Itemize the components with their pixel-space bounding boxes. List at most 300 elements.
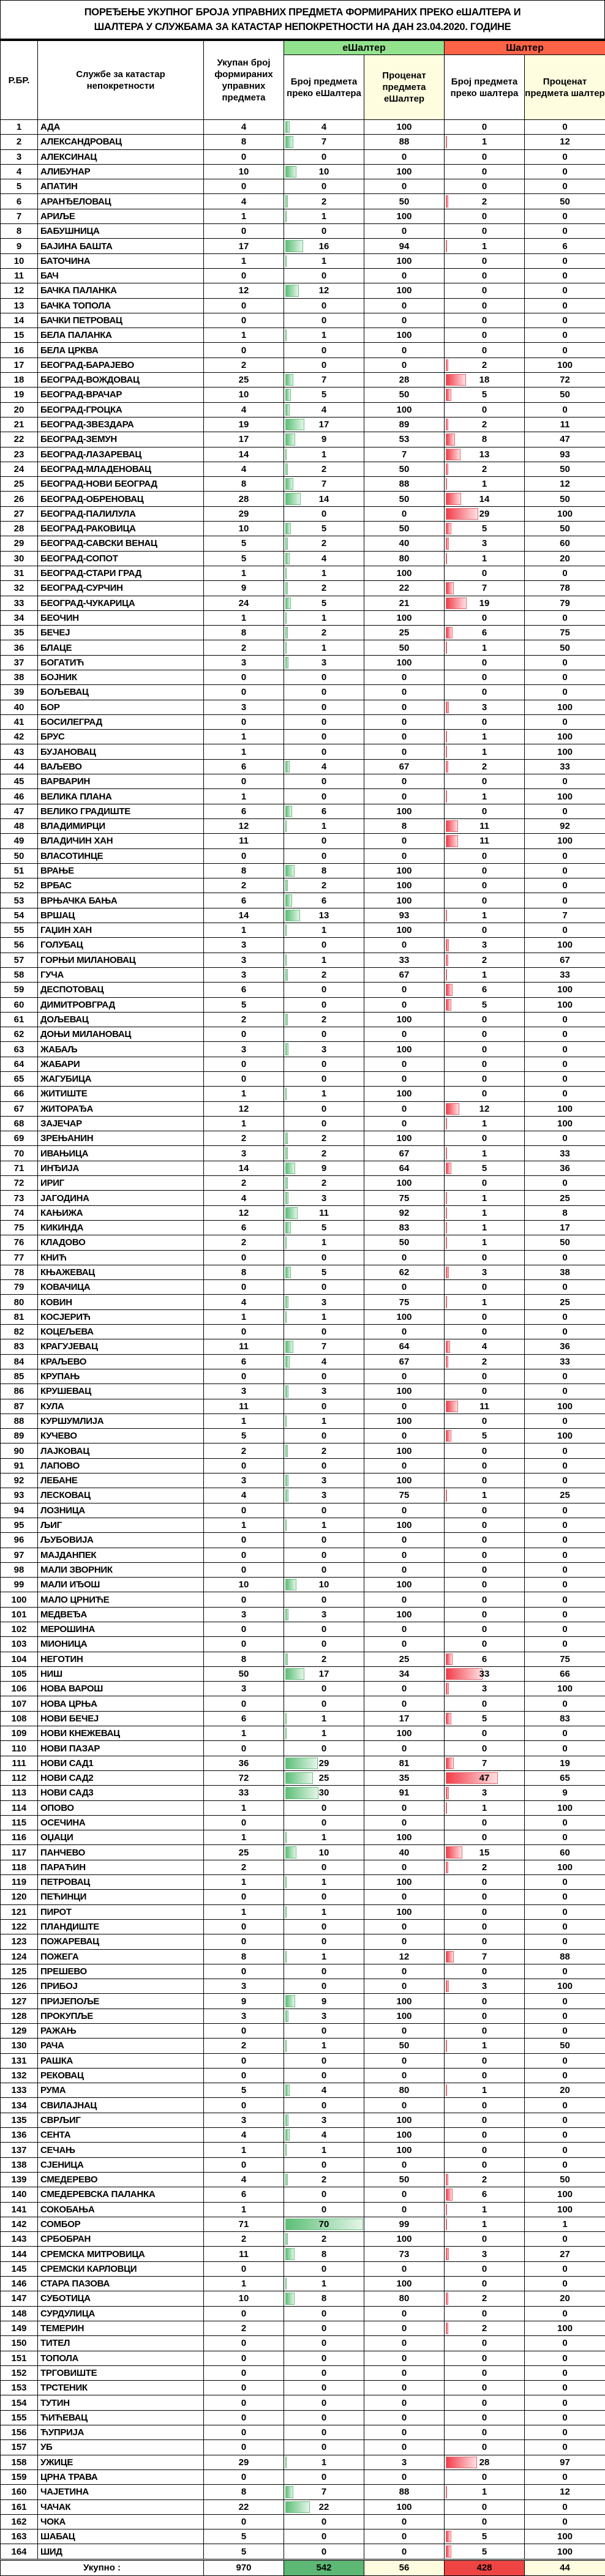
table-row xyxy=(1,1458,605,1473)
total-count: 0 xyxy=(204,774,284,789)
e-pct: 0 xyxy=(364,343,445,358)
e-count xyxy=(284,343,364,358)
row-number: 148 xyxy=(1,2306,38,2321)
e-pct: 100 xyxy=(364,1518,445,1532)
e-pct: 100 xyxy=(364,1309,445,1324)
e-count xyxy=(284,1309,364,1324)
row-number: 59 xyxy=(1,983,38,997)
e-pct: 0 xyxy=(364,2410,445,2425)
e-count-value: 0 xyxy=(321,2517,326,2527)
s-count xyxy=(445,2410,525,2425)
s-pct: 0 xyxy=(525,1012,605,1027)
s-pct: 0 xyxy=(525,2157,605,2172)
s-pct: 0 xyxy=(525,1592,605,1607)
e-count xyxy=(284,1533,364,1548)
e-pct: 0 xyxy=(364,2157,445,2172)
s-count-value: 2 xyxy=(482,2174,487,2185)
e-count-value: 1 xyxy=(321,211,326,222)
s-count xyxy=(445,373,525,388)
total-count: 1 xyxy=(204,730,284,744)
table-row xyxy=(1,1815,605,1830)
row-number: 30 xyxy=(1,551,38,566)
e-count xyxy=(284,298,364,313)
table-row xyxy=(1,2455,605,2469)
eshalter-data-bar xyxy=(285,374,293,386)
s-count-value: 0 xyxy=(482,1535,487,1545)
s-count xyxy=(445,1934,525,1949)
e-count xyxy=(284,1964,364,1979)
s-count xyxy=(445,1429,525,1443)
e-pct: 100 xyxy=(364,2499,445,2514)
e-count-value: 8 xyxy=(321,2249,326,2260)
e-count xyxy=(284,239,364,253)
e-pct: 40 xyxy=(364,536,445,551)
service-name: ПИРОТ xyxy=(38,1904,204,1919)
total-count: 0 xyxy=(204,685,284,700)
s-count-value: 0 xyxy=(482,925,487,935)
s-count xyxy=(445,179,525,194)
service-name: НОВИ САД3 xyxy=(38,1786,204,1800)
e-count-value: 1 xyxy=(321,2278,326,2289)
service-name: КОВИН xyxy=(38,1295,204,1309)
shalter-data-bar xyxy=(446,1296,447,1308)
e-count-value: 1 xyxy=(321,821,326,831)
e-count-value: 4 xyxy=(321,1357,326,1367)
s-pct: 0 xyxy=(525,298,605,313)
table-row xyxy=(1,1473,605,1488)
s-count-value: 1 xyxy=(482,1118,487,1129)
s-pct: 72 xyxy=(525,373,605,388)
service-name: КРАГУЈЕВАЦ xyxy=(38,1339,204,1354)
service-name: ЋИЋЕВАЦ xyxy=(38,2410,204,2425)
s-count-value: 0 xyxy=(482,1416,487,1426)
total-count: 8 xyxy=(204,626,284,640)
s-count xyxy=(445,610,525,625)
row-number: 52 xyxy=(1,878,38,893)
s-count xyxy=(445,1012,525,1027)
eshalter-data-bar xyxy=(285,627,288,638)
shalter-data-bar xyxy=(446,835,458,847)
eshalter-data-bar xyxy=(285,1267,291,1278)
service-name: БЕОГРАД-ЗЕМУН xyxy=(38,432,204,447)
row-number: 138 xyxy=(1,2157,38,2172)
s-count xyxy=(445,1205,525,1220)
table-row xyxy=(1,953,605,967)
table-row xyxy=(1,1682,605,1696)
s-count xyxy=(445,253,525,268)
s-count-value: 0 xyxy=(482,1446,487,1456)
eshalter-data-bar xyxy=(285,1415,287,1427)
e-count xyxy=(284,1413,364,1428)
e-pct: 0 xyxy=(364,685,445,700)
table-row xyxy=(1,863,605,878)
e-pct: 0 xyxy=(364,744,445,759)
e-count xyxy=(284,893,364,908)
e-count-value: 2 xyxy=(321,1178,326,1188)
row-number: 110 xyxy=(1,1741,38,1756)
service-name: ВАРВАРИН xyxy=(38,774,204,789)
s-pct: 0 xyxy=(525,1325,605,1339)
table-row xyxy=(1,2098,605,2113)
total-count: 1 xyxy=(204,610,284,625)
s-pct: 0 xyxy=(525,120,605,135)
service-name: АПАТИН xyxy=(38,179,204,194)
e-pct: 93 xyxy=(364,908,445,923)
s-pct: 0 xyxy=(525,655,605,670)
s-count-value: 0 xyxy=(482,271,487,281)
e-pct: 0 xyxy=(364,1964,445,1979)
row-number: 63 xyxy=(1,1042,38,1057)
row-number: 84 xyxy=(1,1354,38,1369)
service-name: МЕДВЕЂА xyxy=(38,1607,204,1622)
s-count-value: 0 xyxy=(482,776,487,787)
e-pct: 0 xyxy=(364,1979,445,1994)
eshalter-data-bar xyxy=(285,2084,290,2096)
e-count-value: 0 xyxy=(321,1936,326,1947)
service-name: ЗРЕЊАНИН xyxy=(38,1131,204,1146)
s-count xyxy=(445,209,525,223)
table-row xyxy=(1,804,605,818)
e-count-value: 0 xyxy=(321,1803,326,1813)
s-pct: 0 xyxy=(525,2024,605,2039)
e-pct: 0 xyxy=(364,1533,445,1548)
table-row xyxy=(1,2202,605,2217)
row-number: 78 xyxy=(1,1265,38,1279)
s-count xyxy=(445,1845,525,1860)
s-count-value: 3 xyxy=(482,940,487,950)
table-row xyxy=(1,1875,605,1890)
row-number: 109 xyxy=(1,1726,38,1741)
e-count xyxy=(284,1384,364,1399)
header-total: Укупан број формираних управних предмета xyxy=(204,41,284,120)
e-count xyxy=(284,626,364,640)
total-count: 10 xyxy=(204,164,284,179)
e-count xyxy=(284,1770,364,1785)
e-pct: 0 xyxy=(364,268,445,283)
service-name: ГУЧА xyxy=(38,967,204,982)
e-count xyxy=(284,878,364,893)
service-name: ДОЉЕВАЦ xyxy=(38,1012,204,1027)
service-name: ЛЕБАНЕ xyxy=(38,1473,204,1488)
s-count xyxy=(445,1756,525,1770)
total-count: 2 xyxy=(204,1860,284,1874)
s-pct: 12 xyxy=(525,135,605,149)
row-number: 12 xyxy=(1,283,38,298)
s-count-value: 0 xyxy=(482,1505,487,1516)
service-name: ПОЖЕГА xyxy=(38,1949,204,1964)
s-count-value: 0 xyxy=(482,1327,487,1337)
total-count: 0 xyxy=(204,1548,284,1562)
e-pct: 100 xyxy=(364,2277,445,2291)
row-number: 129 xyxy=(1,2024,38,2039)
table-row xyxy=(1,1652,605,1666)
total-count: 2 xyxy=(204,2321,284,2335)
e-count-value: 4 xyxy=(321,553,326,564)
e-count-value: 0 xyxy=(321,836,326,846)
s-count-value: 5 xyxy=(482,1163,487,1174)
header-service-name: Службе за катастар непокретности xyxy=(38,41,204,120)
table-row xyxy=(1,759,605,774)
s-count-value: 0 xyxy=(482,122,487,132)
e-pct: 91 xyxy=(364,1786,445,1800)
s-count-value: 6 xyxy=(482,2189,487,2200)
eshalter-data-bar xyxy=(285,2293,295,2304)
row-number: 70 xyxy=(1,1146,38,1161)
service-name: ИРИГ xyxy=(38,1176,204,1191)
service-name: БЕОГРАД-ВРАЧАР xyxy=(38,388,204,402)
e-pct: 0 xyxy=(364,997,445,1012)
total-count: 5 xyxy=(204,551,284,566)
s-pct: 47 xyxy=(525,432,605,447)
table-row xyxy=(1,536,605,551)
s-pct: 9 xyxy=(525,1786,605,1800)
e-count xyxy=(284,1235,364,1250)
table-row xyxy=(1,1756,605,1770)
row-number: 3 xyxy=(1,149,38,164)
eshalter-data-bar xyxy=(285,1192,288,1204)
e-pct: 100 xyxy=(364,610,445,625)
s-count-value: 0 xyxy=(482,1728,487,1739)
e-pct: 0 xyxy=(364,2068,445,2083)
row-number: 160 xyxy=(1,2485,38,2499)
e-count xyxy=(284,818,364,833)
table-row xyxy=(1,2277,605,2291)
table-row xyxy=(1,1280,605,1295)
s-count xyxy=(445,2544,525,2559)
s-count-value: 1 xyxy=(482,1222,487,1233)
s-count-value: 0 xyxy=(482,226,487,236)
s-pct: 100 xyxy=(525,1979,605,1994)
s-pct: 60 xyxy=(525,1845,605,1860)
s-count xyxy=(445,2187,525,2202)
total-count: 1 xyxy=(204,2202,284,2217)
table-row xyxy=(1,2351,605,2365)
e-count xyxy=(284,1429,364,1443)
e-count xyxy=(284,283,364,298)
shalter-data-bar xyxy=(446,1758,454,1769)
table-row xyxy=(1,209,605,223)
e-count-value: 4 xyxy=(321,2085,326,2095)
service-name: КОЦЕЉЕВА xyxy=(38,1325,204,1339)
service-name: ЛАЈКОВАЦ xyxy=(38,1443,204,1458)
s-count-value: 2 xyxy=(482,762,487,772)
s-count xyxy=(445,1518,525,1532)
total-count: 11 xyxy=(204,834,284,848)
s-count-value: 0 xyxy=(482,1282,487,1292)
s-count-value: 0 xyxy=(482,1639,487,1649)
total-count: 6 xyxy=(204,1354,284,1369)
e-count-value: 0 xyxy=(321,2427,326,2438)
e-count xyxy=(284,2440,364,2455)
table-row xyxy=(1,283,605,298)
e-count xyxy=(284,1205,364,1220)
total-count: 5 xyxy=(204,997,284,1012)
total-count: 2 xyxy=(204,1235,284,1250)
e-count-value: 0 xyxy=(321,181,326,192)
row-number: 141 xyxy=(1,2202,38,2217)
service-name: БАЧ xyxy=(38,268,204,283)
total-count: 4 xyxy=(204,2172,284,2187)
e-count-value: 0 xyxy=(321,509,326,519)
service-name: ЖАБАЉ xyxy=(38,1042,204,1057)
eshalter-data-bar xyxy=(285,463,288,475)
row-number: 154 xyxy=(1,2395,38,2410)
eshalter-data-bar xyxy=(285,761,290,773)
service-name: ЛОЗНИЦА xyxy=(38,1503,204,1518)
e-pct: 0 xyxy=(364,2321,445,2335)
service-name: БЕОГРАД-МЛАДЕНОВАЦ xyxy=(38,462,204,476)
s-count-value: 0 xyxy=(482,2338,487,2348)
total-count: 1 xyxy=(204,744,284,759)
e-count xyxy=(284,1072,364,1087)
row-number: 81 xyxy=(1,1309,38,1324)
row-number: 107 xyxy=(1,1696,38,1711)
s-count-value: 0 xyxy=(482,717,487,727)
e-count xyxy=(284,253,364,268)
e-pct: 100 xyxy=(364,655,445,670)
s-count-value: 1 xyxy=(482,1148,487,1159)
s-count xyxy=(445,2232,525,2247)
total-count: 3 xyxy=(204,1682,284,1696)
s-count-value: 0 xyxy=(482,896,487,906)
e-count-value: 2 xyxy=(321,1133,326,1144)
s-count xyxy=(445,2024,525,2039)
s-pct: 0 xyxy=(525,209,605,223)
shalter-data-bar xyxy=(446,463,448,475)
table-row xyxy=(1,581,605,596)
s-count xyxy=(445,1354,525,1369)
s-count xyxy=(445,492,525,506)
service-name: МАЛИ ИЂОШ xyxy=(38,1578,204,1592)
shalter-data-bar xyxy=(446,761,448,773)
s-count xyxy=(445,164,525,179)
eshalter-data-bar xyxy=(285,1728,287,1739)
s-pct: 0 xyxy=(525,2440,605,2455)
e-pct: 100 xyxy=(364,402,445,417)
s-count-value: 0 xyxy=(482,2398,487,2408)
eshalter-data-bar xyxy=(285,2010,288,2022)
row-number: 155 xyxy=(1,2410,38,2425)
e-count xyxy=(284,774,364,789)
e-count xyxy=(284,1131,364,1146)
total-count: 6 xyxy=(204,1220,284,1235)
table-row xyxy=(1,2068,605,2083)
service-name: КЊАЖЕВАЦ xyxy=(38,1265,204,1279)
s-count xyxy=(445,596,525,610)
e-count-value: 0 xyxy=(321,717,326,727)
shalter-data-bar xyxy=(446,2084,447,2096)
service-name: НОВА ВАРОШ xyxy=(38,1682,204,1696)
s-count-value: 0 xyxy=(482,1088,487,1099)
e-count-value: 0 xyxy=(321,1461,326,1471)
s-count xyxy=(445,2351,525,2365)
s-count-value: 0 xyxy=(482,2234,487,2244)
e-pct: 0 xyxy=(364,1800,445,1815)
e-count xyxy=(284,432,364,447)
table-row xyxy=(1,1934,605,1949)
s-pct: 0 xyxy=(525,2068,605,2083)
e-pct: 0 xyxy=(364,774,445,789)
total-count: 0 xyxy=(204,1533,284,1548)
shalter-data-bar xyxy=(446,523,451,534)
e-count xyxy=(284,1562,364,1577)
total-count: 1 xyxy=(204,1875,284,1890)
service-name: КУЛА xyxy=(38,1399,204,1413)
shalter-data-bar xyxy=(446,1356,448,1368)
s-count-value: 6 xyxy=(482,627,487,638)
table-row xyxy=(1,1429,605,1443)
e-pct: 0 xyxy=(364,1369,445,1383)
row-number: 66 xyxy=(1,1087,38,1101)
service-name: ТРГОВИШТЕ xyxy=(38,2365,204,2380)
service-name: ПРИЈЕПОЉЕ xyxy=(38,1994,204,2009)
eshalter-data-bar xyxy=(285,1906,287,1918)
shalter-data-bar xyxy=(446,2486,447,2498)
e-count xyxy=(284,1934,364,1949)
table-row xyxy=(1,477,605,492)
e-pct: 3 xyxy=(364,2455,445,2469)
s-pct: 19 xyxy=(525,1756,605,1770)
shalter-data-bar xyxy=(446,2040,447,2051)
s-count-value: 3 xyxy=(482,1788,487,1798)
e-pct: 75 xyxy=(364,1295,445,1309)
shalter-data-bar xyxy=(446,1713,451,1724)
shalter-data-bar xyxy=(446,419,448,430)
e-pct: 28 xyxy=(364,373,445,388)
e-pct: 100 xyxy=(364,1875,445,1890)
total-count: 9 xyxy=(204,1994,284,2009)
eshalter-data-bar xyxy=(285,1207,298,1219)
e-count-value: 0 xyxy=(321,315,326,326)
eshalter-data-bar xyxy=(285,1341,293,1352)
e-count-value: 0 xyxy=(321,1505,326,1516)
table-row xyxy=(1,983,605,997)
row-number: 64 xyxy=(1,1057,38,1071)
table-row xyxy=(1,1012,605,1027)
e-count xyxy=(284,1860,364,1874)
e-pct: 0 xyxy=(364,670,445,684)
e-pct: 0 xyxy=(364,1696,445,1711)
shalter-data-bar xyxy=(446,1192,447,1204)
s-count-value: 0 xyxy=(482,330,487,340)
total-count: 33 xyxy=(204,1786,284,1800)
table-row xyxy=(1,893,605,908)
eshalter-data-bar xyxy=(285,1163,295,1174)
eshalter-data-bar xyxy=(285,1579,296,1590)
s-count-value: 5 xyxy=(482,389,487,400)
e-pct: 100 xyxy=(364,2113,445,2127)
s-pct: 50 xyxy=(525,388,605,402)
s-count-value: 0 xyxy=(482,2070,487,2081)
total-count: 24 xyxy=(204,596,284,610)
service-name: АДА xyxy=(38,120,204,135)
s-pct: 0 xyxy=(525,610,605,625)
s-count xyxy=(445,2128,525,2143)
e-count xyxy=(284,1607,364,1622)
table-row xyxy=(1,2381,605,2395)
e-count-value: 0 xyxy=(321,1104,326,1114)
row-number: 49 xyxy=(1,834,38,848)
row-number: 18 xyxy=(1,373,38,388)
e-count xyxy=(284,1399,364,1413)
e-count xyxy=(284,1473,364,1488)
shalter-data-bar xyxy=(446,582,454,594)
eshalter-data-bar xyxy=(285,433,295,445)
e-count-value: 0 xyxy=(321,345,326,356)
s-count xyxy=(445,2499,525,2514)
shalter-data-bar xyxy=(446,790,447,802)
e-count-value: 1 xyxy=(321,1713,326,1724)
